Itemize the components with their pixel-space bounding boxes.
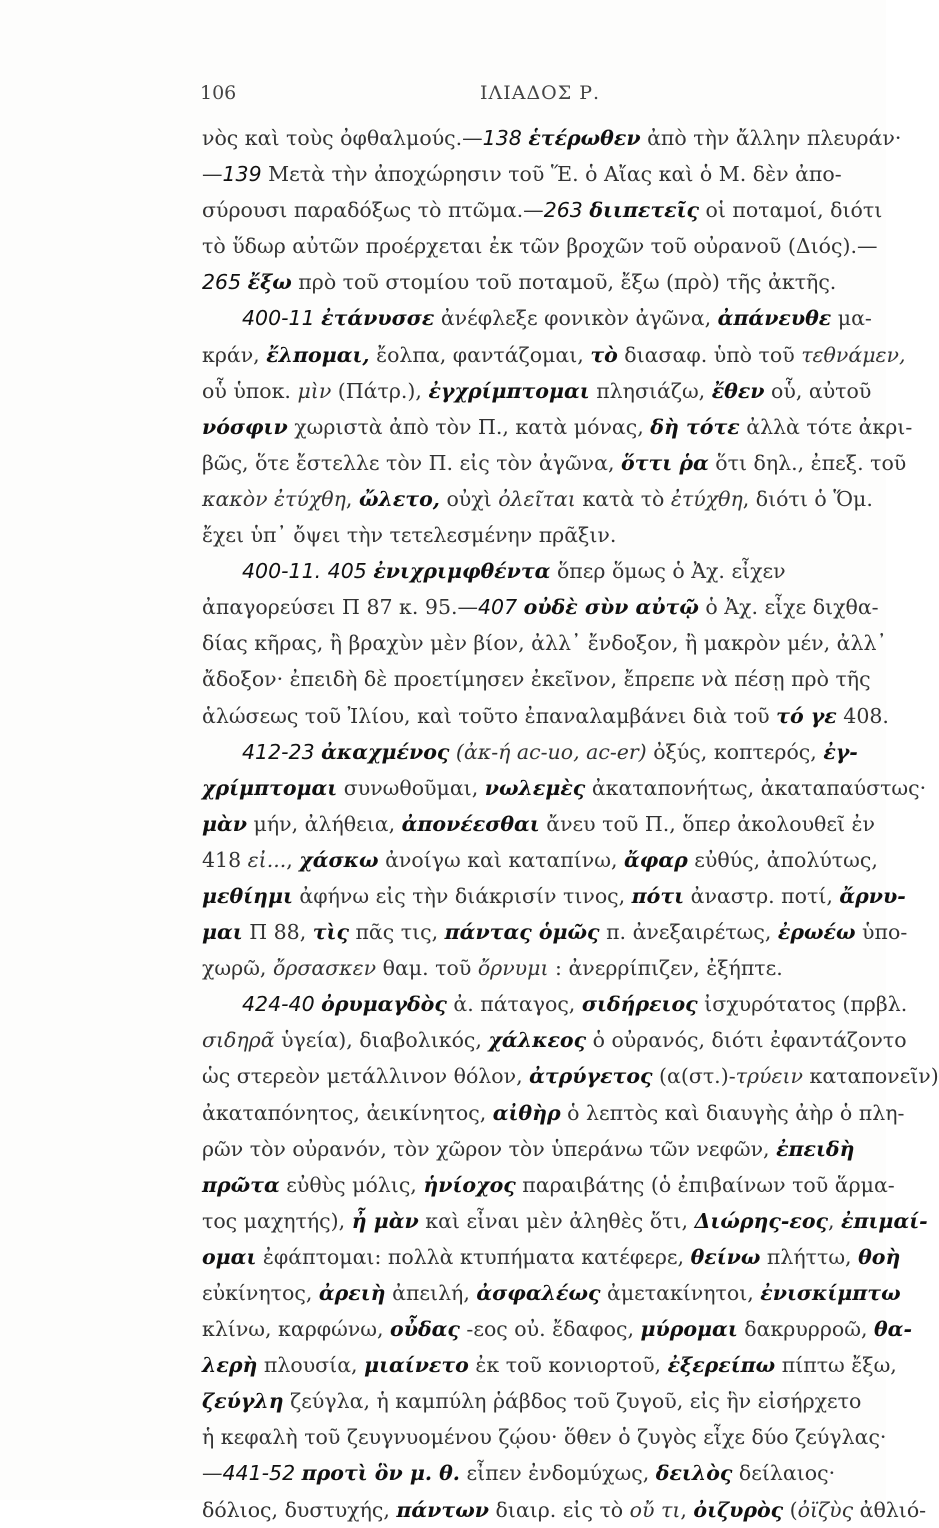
- lemma: προτὶ ὃν μ. θ.: [301, 1461, 460, 1486]
- text-run: ὡς στερεὸν μετάλλινον θόλον,: [202, 1064, 530, 1089]
- text-run: εὐθὺς μόλις,: [279, 1172, 424, 1197]
- text-run: μα-: [831, 306, 872, 331]
- lemma: ἐτύχθη: [670, 486, 743, 511]
- text-run: ἡ κεφαλὴ τοῦ ζευγνυομένου ζῴου· ὅθεν ὁ ζυγὸς εἶχε δύο ζεύγλας·: [202, 1425, 887, 1450]
- text-line: [202, 1311, 912, 1347]
- lemma: δὴ τότε: [650, 414, 740, 439]
- lemma: ἀσφαλέως: [476, 1281, 601, 1305]
- text-run: , διότι ὁ Ὅμ.: [742, 486, 873, 511]
- text-run: εὐθύς, ἀπολύτως,: [687, 847, 878, 872]
- page-header: [200, 82, 800, 112]
- page-number: 106: [200, 82, 237, 104]
- text-line: [202, 192, 883, 228]
- text-run: ὅπερ ὅμως ὁ Ἀχ. εἶχεν: [550, 559, 786, 584]
- text-run: κλίνω, καρφώνω,: [202, 1317, 391, 1342]
- lemma: ἔλπομαι,: [266, 342, 370, 367]
- lemma: κακὸν ἐτύχθη: [202, 486, 346, 511]
- lemma: ἐγχρίμπτομαι: [428, 378, 590, 403]
- text-line: [202, 950, 878, 986]
- lemma: ἑτέρωθεν: [528, 126, 641, 150]
- verse-reference: 405: [327, 559, 374, 584]
- text-run: καὶ εἶναι μὲν ἀληθὲς ὅτι,: [418, 1208, 695, 1233]
- text-run: πρὸ τοῦ στομίου τοῦ ποταμοῦ, ἔξω (πρὸ) τῆς ἀκτῆς.: [291, 270, 837, 295]
- text-line: [202, 1167, 895, 1203]
- text-run: μήν, ἀλήθεια,: [247, 811, 402, 836]
- text-run: ἀπὸ τὴν ἄλλην πλευράν·: [640, 126, 902, 150]
- text-run: πίπτω ἔξω,: [775, 1353, 897, 1378]
- text-run: τος μαχητής),: [202, 1208, 352, 1233]
- text-run: πλησιάζω,: [589, 378, 712, 403]
- text-run: συνωθοῦμαι,: [337, 775, 485, 800]
- text-line: [202, 517, 878, 553]
- lemma: Διώρης-εος: [694, 1208, 828, 1233]
- text-run: ,: [680, 1497, 694, 1522]
- text-run: (: [783, 1497, 798, 1522]
- running-title: ΙΛΙΑΔΟΣ Ρ.: [480, 82, 601, 104]
- lemma: νωλεμὲς: [484, 775, 586, 800]
- text-line: [202, 661, 878, 697]
- text-run: δείλαιος·: [732, 1461, 836, 1486]
- lemma: ὅττι ῥα: [621, 450, 709, 475]
- lemma: ἐνιχριμφθέντα: [373, 559, 551, 584]
- text-run: 418: [202, 847, 248, 872]
- text-line: [202, 1275, 901, 1311]
- verse-reference: 138: [482, 126, 529, 150]
- lemma: τό γε: [776, 703, 837, 728]
- text-line: [202, 1095, 905, 1131]
- text-run: οὗ ὑποκ.: [202, 378, 298, 403]
- text-run: οὐχὶ: [439, 486, 499, 511]
- text-run: -εος οὐ. ἔδαφος,: [459, 1317, 641, 1342]
- lemma: ἐτάνυσσε: [321, 306, 435, 331]
- text-run: (Πάτρ.),: [331, 378, 429, 403]
- lemma: χάσκω: [299, 847, 379, 872]
- text-run: χωρῶ,: [202, 956, 273, 981]
- text-run: ρῶν τὸν οὐρανόν, τὸν χῶρον τὸν ὑπεράνω τῶν νεφῶν,: [202, 1136, 777, 1161]
- text-line: [202, 1455, 878, 1491]
- text-run: δίας κῆρας, ἢ βραχὺν μὲν βίον, ἀλλ᾽ ἔνδοξον, ἢ μακρὸν μέν, ἀλλ᾽: [202, 631, 887, 656]
- text-run: εὐκίνητος,: [202, 1281, 319, 1305]
- lemma: ἔξω: [247, 270, 292, 295]
- lemma: μιαίνετο: [364, 1353, 469, 1378]
- lemma: ἡνίοχος: [423, 1172, 516, 1197]
- text-run: ὅτι δηλ., ἐπεξ. τοῦ: [708, 450, 907, 475]
- lemma: οὖδας: [390, 1317, 460, 1342]
- text-line: [202, 806, 878, 842]
- text-run: κράν,: [202, 342, 267, 367]
- text-run: ἀνοίγω καὶ καταπίνω,: [378, 847, 625, 872]
- text-line: [202, 373, 878, 409]
- lemma: ἔθεν: [711, 378, 765, 403]
- lemma: ὤλετο,: [358, 486, 440, 511]
- text-line: [202, 1347, 897, 1383]
- lemma: ὀϊζὺς: [797, 1497, 854, 1522]
- text-line: [202, 589, 878, 625]
- text-run: ὀξύς, κοπτερός,: [646, 739, 824, 764]
- lemma: θοὴ: [858, 1244, 901, 1269]
- lemma: οὐδὲ σὺν αὐτῷ: [523, 595, 699, 620]
- text-run: ἀκαταπονήτως, ἀκαταπαύστως·: [585, 775, 927, 800]
- lemma: νόσφιν: [202, 414, 288, 439]
- text-run: διασαφ. ὑπὸ τοῦ: [617, 342, 802, 367]
- text-line: [202, 698, 889, 734]
- text-run: ἐφάπτομαι: πολλὰ κτυπήματα κατέφερε,: [256, 1244, 691, 1269]
- text-run: (α(στ.)-: [652, 1064, 736, 1089]
- text-line: [202, 1383, 878, 1419]
- text-run: οὗ, αὐτοῦ: [764, 378, 872, 403]
- text-line: [202, 625, 887, 661]
- lemma: σιδήρειος: [581, 992, 698, 1017]
- lemma: θα-: [874, 1317, 912, 1342]
- text-run: —: [202, 1461, 223, 1486]
- lemma: ὀιζυρὸς: [693, 1497, 784, 1522]
- text-run: ἀκαταπόνητος, ἀεικίνητος,: [202, 1100, 493, 1125]
- lemma: δειλὸς: [655, 1461, 733, 1486]
- lemma: πότι: [631, 883, 685, 908]
- text-run: ,: [286, 847, 300, 872]
- text-line: [202, 120, 902, 156]
- text-line: [202, 445, 907, 481]
- text-run: εἶπεν ἐνδομύχως,: [459, 1461, 656, 1486]
- text-line: [202, 878, 906, 914]
- lemma: ὄρσασκεν: [272, 956, 377, 981]
- text-line: [202, 337, 906, 373]
- text-line: [202, 1419, 887, 1455]
- text-run: βῶς, ὅτε ἔστελλε τὸν Π. εἰς τὸν ἀγῶνα,: [202, 450, 622, 475]
- verse-reference: 265: [202, 270, 248, 295]
- text-line: [202, 1239, 901, 1275]
- text-line: [202, 1131, 878, 1167]
- text-run: ζεύγλα, ἡ καμπύλη ῥάβδος τοῦ ζυγοῦ, εἰς ἣν εἰσήρχετο: [283, 1389, 862, 1414]
- lemma: τὸ: [590, 342, 618, 367]
- text-run: πᾶς τις,: [348, 920, 445, 945]
- text-line: [202, 409, 913, 445]
- text-run: ,: [828, 1208, 842, 1233]
- text-line: [202, 914, 908, 950]
- text-line: [202, 1022, 907, 1058]
- lemma: μαι: [202, 920, 243, 945]
- lemma: τεθνάμεν,: [801, 342, 906, 367]
- text-run: ἀλλὰ τότε ἀκρι-: [739, 414, 913, 439]
- lemma: θείνω: [690, 1244, 761, 1269]
- text-run: ἀ. πάταγος,: [446, 992, 582, 1017]
- lemma: πάντων: [396, 1497, 489, 1522]
- text-run: ἀμετακίνητοι,: [600, 1281, 761, 1305]
- text-run: ἁλώσεως τοῦ Ἰλίου, καὶ τοῦτο ἐπαναλαμβάνει διὰ τοῦ: [202, 703, 777, 728]
- lemma: (ἀκ-ή ac-uo, ac-er): [449, 739, 647, 764]
- lemma: αἰθὴρ: [492, 1100, 561, 1125]
- text-run: —: [202, 162, 223, 187]
- lemma: χρίμπτομαι: [202, 775, 338, 800]
- text-run: ἀθλιό-: [853, 1497, 927, 1522]
- text-line: [202, 842, 878, 878]
- lemma: διιπετεῖς: [589, 198, 699, 223]
- text-run: ἰσχυρότατος (πρβλ.: [697, 992, 908, 1017]
- text-run: 408.: [836, 703, 889, 728]
- text-run: τὸ ὕδωρ αὐτῶν προέρχεται ἐκ τῶν βροχῶν τοῦ οὐρανοῦ (Διός).—: [202, 234, 878, 259]
- text-line: [202, 1492, 927, 1528]
- text-run: ἐκ τοῦ κονιορτοῦ,: [468, 1353, 668, 1378]
- text-line: [202, 264, 878, 300]
- text-run: ὑγεία), διαβολικός,: [274, 1028, 489, 1053]
- lemma: μὶν: [297, 378, 332, 403]
- lemma: τὶς: [312, 920, 349, 945]
- text-run: πλήττω,: [760, 1244, 859, 1269]
- lemma: ἐνισκίμπτω: [760, 1281, 901, 1305]
- text-line: [202, 734, 878, 770]
- text-line: [202, 156, 878, 192]
- text-run: ἀπαγορεύσει Π 87 κ. 95.—: [202, 595, 478, 620]
- text-run: διαιρ. εἰς τὸ: [488, 1497, 630, 1522]
- text-run: ἀπειλή,: [385, 1281, 477, 1305]
- text-run: ἀνέφλεξε φονικὸν ἀγῶνα,: [434, 306, 718, 331]
- text-run: ἀφήνω εἰς τὴν διάκρισίν τινος,: [292, 883, 632, 908]
- lemma: μεθίημι: [202, 883, 293, 908]
- text-run: σύρουσι παραδόξως τὸ πτῶμα.—: [202, 198, 544, 223]
- text-line: [202, 770, 927, 806]
- text-run: : ἀνερρίπιζεν, ἐξήπτε.: [548, 956, 783, 981]
- verse-reference: 407: [478, 595, 524, 620]
- text-run: Μετὰ τὴν ἀποχώρησιν τοῦ Ἕ. ὁ Αἴας καὶ ὁ Μ. δὲν ἀπο-: [261, 162, 842, 187]
- text-run: ἔολπα, φαντάζομαι,: [369, 342, 591, 367]
- text-line: [202, 481, 878, 517]
- lemma: ἀρειὴ: [318, 1281, 386, 1305]
- text-run: χωριστὰ ἀπὸ τὸν Π., κατὰ μόνας,: [287, 414, 651, 439]
- text-line: [202, 553, 878, 589]
- lemma: ἐξερείπω: [667, 1353, 776, 1378]
- text-line: [202, 1058, 939, 1094]
- lemma: ὀρυμαγδὸς: [321, 992, 447, 1017]
- text-run: νὸς καὶ τοὺς ὀφθαλμούς.—: [202, 126, 483, 150]
- text-line: [202, 986, 908, 1022]
- lemma: ἐπιμαί-: [841, 1208, 928, 1233]
- text-run: κατὰ τὸ: [575, 486, 671, 511]
- verse-reference: 412-23: [242, 739, 322, 764]
- text-run: π. ἀνεξαιρέτως,: [599, 920, 778, 945]
- text-run: δόλιος, δυστυχής,: [202, 1497, 397, 1522]
- text-run: θαμ. τοῦ: [376, 956, 478, 981]
- verse-reference: 139: [222, 162, 262, 187]
- verse-reference: 424-40: [242, 992, 322, 1017]
- text-run: ,: [345, 486, 359, 511]
- verse-reference: 400-11.: [242, 559, 328, 584]
- text-line: [202, 1203, 928, 1239]
- lemma: ὄρνυμι: [477, 956, 549, 981]
- lemma: μύρομαι: [640, 1317, 738, 1342]
- verse-reference: 263: [543, 198, 590, 223]
- lemma: ἄρνυ-: [839, 883, 906, 908]
- text-run: καταπονεῖν): [802, 1064, 939, 1089]
- lemma: ἀτρύγετος: [529, 1064, 653, 1089]
- lemma: πάντας ὁμῶς: [444, 920, 600, 945]
- text-run: ὁ οὐρανός, διότι ἐφαντάζοντο: [586, 1028, 907, 1053]
- text-run: ὑπο-: [855, 920, 908, 945]
- text-run: ὁ λεπτὸς καὶ διαυγὴς ἀὴρ ὁ πλη-: [560, 1100, 905, 1125]
- lemma: ἐγ-: [823, 739, 858, 764]
- verse-reference: 441-52: [222, 1461, 302, 1486]
- lemma: ἐρωέω: [777, 920, 856, 945]
- text-run: ἀναστρ. ποτί,: [684, 883, 840, 908]
- text-run: ὁ Ἀχ. εἶχε διχθα-: [698, 595, 879, 620]
- text-line: [202, 300, 878, 336]
- lemma: λερὴ: [202, 1353, 258, 1378]
- text-run: πλουσία,: [257, 1353, 365, 1378]
- lemma: ἀπονέεσθαι: [401, 811, 540, 836]
- text-run: δακρυρροῶ,: [737, 1317, 874, 1342]
- text-run: ἄνευ τοῦ Π., ὅπερ ἀκολουθεῖ ἐν: [539, 811, 876, 836]
- lemma: τρύειν: [735, 1064, 803, 1089]
- lemma: ἦ μὰν: [351, 1208, 419, 1233]
- commentary-text: [202, 120, 939, 1528]
- text-run: παραιβάτης (ὁ ἐπιβαίνων τοῦ ἅρμα-: [515, 1172, 895, 1197]
- lemma: σιδηρᾶ: [202, 1028, 275, 1053]
- text-line: [202, 228, 878, 264]
- lemma: ἀπάνευθε: [717, 306, 832, 331]
- text-run: ἔχει ὑπ᾽ ὄψει τὴν τετελεσμένην πρᾶξιν.: [202, 523, 617, 548]
- lemma: ἄφαρ: [624, 847, 688, 872]
- lemma: ὀλεῖται: [498, 486, 576, 511]
- verse-reference: 400-11: [242, 306, 322, 331]
- lemma: πρῶτα: [202, 1172, 280, 1197]
- lemma: εἰ...: [247, 847, 287, 872]
- lemma: ζεύγλη: [202, 1389, 284, 1414]
- lemma: ομαι: [202, 1244, 257, 1269]
- text-run: Π 88,: [242, 920, 313, 945]
- text-run: ἄδοξον· ἐπειδὴ δὲ προετίμησεν ἐκεῖνον, ἔπρεπε νὰ πέσῃ πρὸ τῆς: [202, 667, 871, 692]
- lemma: μὰν: [202, 811, 248, 836]
- lemma: οὔ τι: [629, 1497, 681, 1522]
- lemma: ἀκαχμένος: [321, 739, 450, 764]
- text-run: οἱ ποταμοί, διότι: [698, 198, 883, 223]
- lemma: χάλκεος: [488, 1028, 587, 1053]
- lemma: ἐπειδὴ: [776, 1136, 855, 1161]
